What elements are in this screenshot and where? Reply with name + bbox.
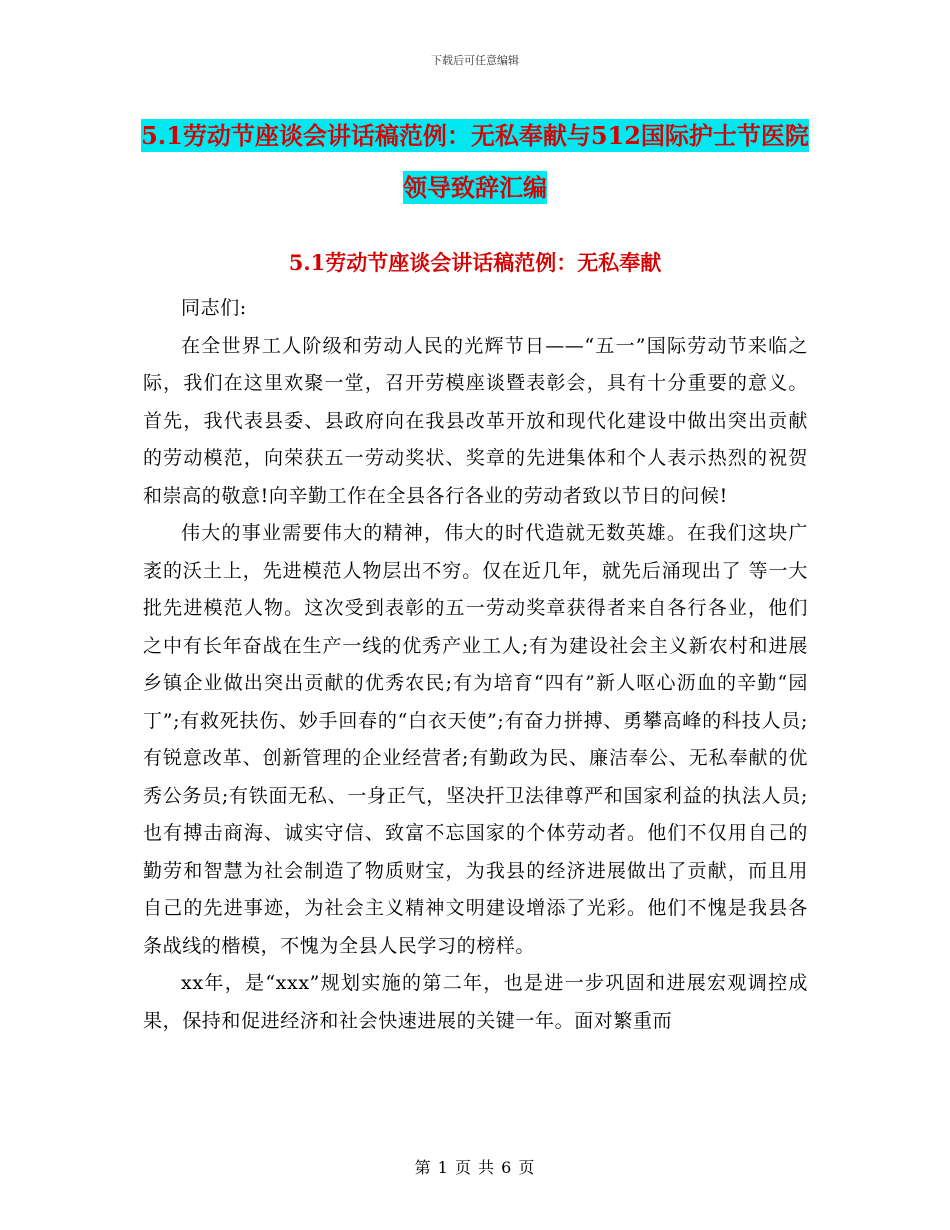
document-body [143,290,808,1040]
salutation: 同志们: [181,297,247,319]
section-title: 5.1劳动节座谈会讲话稿范例：无私奉献 [288,250,662,275]
paragraph-1: 在全世界工人阶级和劳动人民的光辉节日——“五一”国际劳动节来临之际，我们在这里欢聚一堂，召开劳模座谈暨表彰会，具有十分重要的意义。首先，我代表县委、县政府向在我县改革开放和现代化建设中做出突出贡献的劳动模范，向荣获五一劳动奖状、奖章的先进集体和个人表示热烈的祝贺和崇高的敬意!向辛勤工作在全县各行各业的劳动者致以节日的问候! [143,334,808,507]
header-note: 下载后可任意编辑 [431,54,519,67]
document-title-text: 5.1劳动节座谈会讲话稿范例：无私奉献与512国际护士节医院领导致辞汇编 [141,121,809,202]
page-footer: 第 1 页 共 6 页 [414,1158,536,1177]
paragraph-3: xx年，是“xxx”规划实施的第二年，也是进一步巩固和进展宏观调控成果，保持和促进经济和社会快速进展的关键一年。面对繁重而 [143,972,808,1032]
paragraph-2: 伟大的事业需要伟大的精神，伟大的时代造就无数英雄。在我们这块广袤的沃土上，先进模范人物层出不穷。仅在近几年，就先后涌现出了 等一大批先进模范人物。这次受到表彰的五一劳动奖章获得者来自各行各业，他们之中有长年奋战在生产一线的优秀产业工人;有为建设社会主义新农村和进展乡镇企业做出突出贡献的优秀农民;有为培育“四有”新人呕心沥血的辛勤“园丁”;有救死扶伤、妙手回春的“白衣天使”;有奋力拼搏、勇攀高峰的科技人员;有锐意改革、创新管理的企业经营者;有勤政为民、廉洁奉公、无私奉献的优秀公务员;有铁面无私、一身正气，坚决扞卫法律尊严和国家利益的执法人员;也有搏击商海、诚实守信、致富不忘国家的个体劳动者。他们不仅用自己的勤劳和智慧为社会制造了物质财宝，为我县的经济进展做出了贡献，而且用自己的先进事迹，为社会主义精神文明建设增添了光彩。他们不愧是我县各条战线的楷模，不愧为全县人民学习的榜样。 [143,522,808,957]
document-title [140,110,810,214]
